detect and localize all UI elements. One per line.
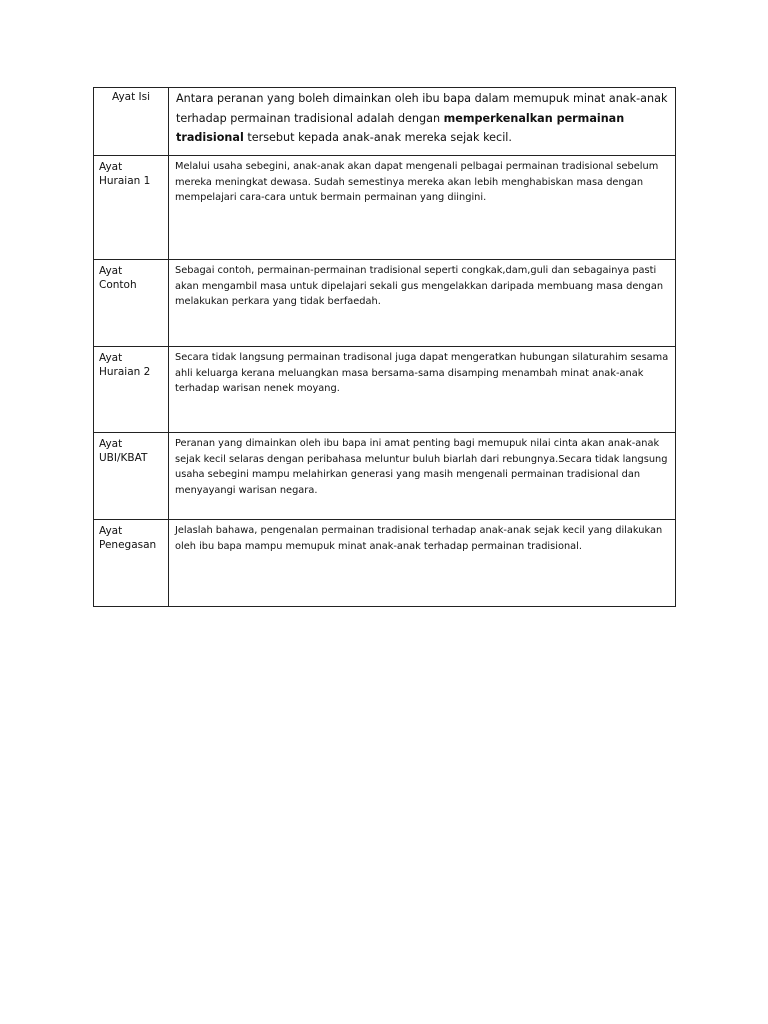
row-text-cell <box>169 433 676 520</box>
row-text <box>169 88 675 148</box>
row-label-cell <box>94 260 169 347</box>
row-label: Ayat UBI/KBAT <box>99 438 148 464</box>
table-row-ayat-penegasan <box>94 520 676 607</box>
row-label: Ayat Isi <box>111 91 151 103</box>
table-row-ayat-huraian-2 <box>94 347 676 433</box>
row-label: Ayat Penegasan <box>99 525 157 551</box>
row-text-before: Antara peranan yang boleh dimainkan oleh ibu bapa dalam memupuk minat anak-anak terhadap permainan tradisional adalah dengan <box>176 92 668 125</box>
row-text-after: tersebut kepada anak-anak mereka sejak kecil. <box>243 131 512 144</box>
row-label: Ayat Huraian 1 <box>99 161 151 187</box>
row-text-cell <box>169 520 676 607</box>
row-text: Melalui usaha sebegini, anak-anak akan dapat mengenali pelbagai permainan tradisional sebelum mereka meningkat dewasa. Sudah semestinya mereka akan lebih menghabiskan masa dengan mempelajari cara-cara untuk bermain permainan yang diingini. <box>175 161 659 203</box>
row-text-bold: memperkenalkan permainan tradisional <box>176 111 625 144</box>
row-label-cell <box>94 88 169 156</box>
row-text: Peranan yang dimainkan oleh ibu bapa ini amat penting bagi memupuk nilai cinta akan anak-anak sejak kecil selaras dengan peribahasa meluntur buluh biarlah dari rebungnya.Secara tidak langsung usaha sebegini mampu melahirkan generasi yang masih mengenali permainan tradisional dan menyayangi warisan negara. <box>175 438 668 496</box>
row-text: Sebagai contoh, permainan-permainan tradisional seperti congkak,dam,guli dan sebagainya pasti akan mengambil masa untuk dipelajari sekali gus mengelakkan daripada membuang masa dengan melakukan perkara yang tidak berfaedah. <box>175 265 664 307</box>
table-row-ayat-contoh <box>94 260 676 347</box>
row-text-cell <box>169 88 676 156</box>
row-text: Secara tidak langsung permainan tradisonal juga dapat mengeratkan hubungan silaturahim sesama ahli keluarga kerana meluangkan masa bersama-sama disamping menambah minat anak-anak terhadap warisan nenek moyang. <box>175 352 669 394</box>
row-label-cell <box>94 347 169 433</box>
table-row-ayat-huraian-1 <box>94 156 676 260</box>
row-label: Ayat Huraian 2 <box>99 352 151 378</box>
row-label-cell <box>94 520 169 607</box>
table-row-ayat-isi <box>94 88 676 156</box>
row-text-cell <box>169 156 676 260</box>
row-text: Jelaslah bahawa, pengenalan permainan tradisional terhadap anak-anak sejak kecil yang dilakukan oleh ibu bapa mampu memupuk minat anak-anak terhadap permainan tradisional. <box>175 525 663 552</box>
row-label: Ayat Contoh <box>99 265 137 291</box>
row-text-cell <box>169 260 676 347</box>
row-label-cell <box>94 433 169 520</box>
paragraph-structure-table <box>93 87 676 607</box>
row-text-cell <box>169 347 676 433</box>
row-label-cell <box>94 156 169 260</box>
table-row-ayat-ubi-kbat <box>94 433 676 520</box>
